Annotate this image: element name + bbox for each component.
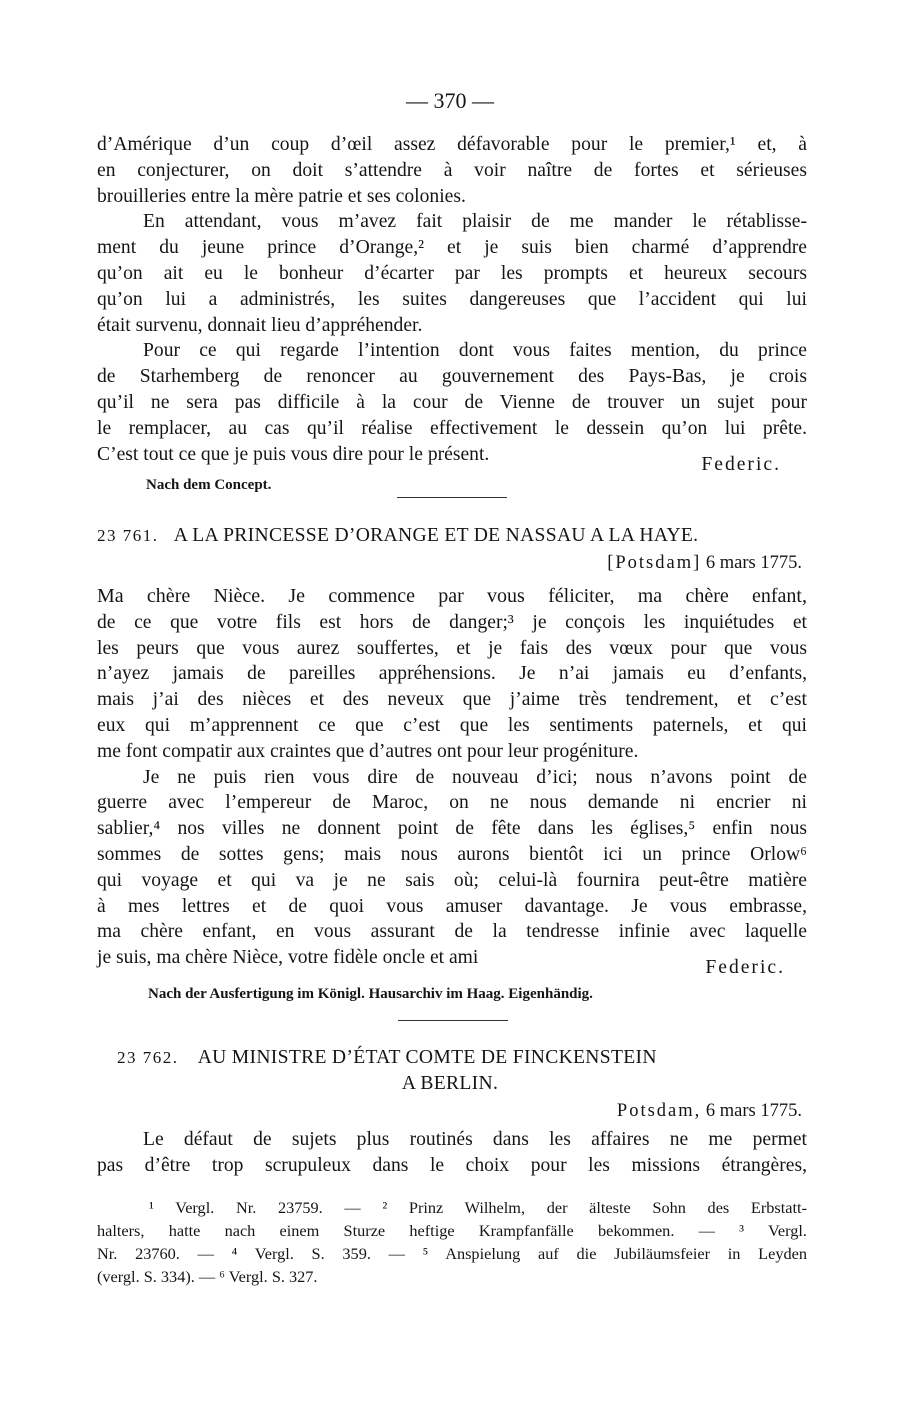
letter-title: AU MINISTRE D’ÉTAT COMTE DE FINCKENSTEIN [197, 1047, 657, 1068]
source-note: Nach dem Concept. [146, 477, 272, 493]
text-line: de ce que votre fils est hors de danger;³ je conçois les inquiétudes et [97, 611, 807, 633]
footnote-line: Nr. 23760. — ⁴ Vergl. S. 359. — ⁵ Anspielung auf die Jubiläumsfeier in Leyden [97, 1244, 807, 1263]
text-line: En attendant, vous m’avez fait plaisir de me mander le rétablisse- [143, 211, 807, 233]
section-divider [397, 497, 507, 498]
text-line: me font compatir aux craintes que d’autres ont pour leur progéniture. [97, 740, 639, 762]
text-line: Le défaut de sujets plus routinés dans les affaires ne me permet [143, 1129, 807, 1150]
letter-date: 6 mars 1775. [705, 553, 802, 573]
text-line: eux qui m’apprennent ce que c’est que les sentiments paternels, et qui [97, 714, 807, 736]
footnote-line: halters, hatte nach einem Sturze heftige Krampfanfälle bekommen. — ³ Vergl. [97, 1221, 807, 1240]
text-line: mais j’ai des nièces et des neveux que j’aime très tendrement, et c’est [97, 689, 807, 711]
footnote-line: ¹ Vergl. Nr. 23759. — ² Prinz Wilhelm, der älteste Sohn des Erbstatt- [149, 1198, 807, 1217]
text-line: à mes lettres et de quoi vous amuser davantage. Je vous embrasse, [97, 895, 807, 917]
text-line: Pour ce qui regarde l’intention dont vous faites mention, du prince [143, 340, 807, 362]
text-line: brouilleries entre la mère patrie et ses colonies. [97, 185, 466, 207]
text-line: d’Amérique d’un coup d’œil assez défavorable pour le premier,¹ et, à [97, 134, 807, 155]
letter-title: A LA PRINCESSE D’ORANGE ET DE NASSAU A LA HAYE. [173, 525, 699, 546]
letter-dateline [617, 1099, 802, 1123]
text-line: était survenu, donnait lieu d’appréhender. [97, 314, 423, 336]
text-line: qui voyage et qui va je ne sais où; celui-là fournira peut-être matière [97, 869, 807, 891]
signature: Federic. [705, 957, 785, 979]
previous-letter-body [97, 132, 807, 475]
text-line: ma chère enfant, en vous assurant de la tendresse infinie avec laquelle [97, 921, 807, 943]
letter-number: 23 761. [97, 526, 159, 545]
letter-body [97, 1127, 807, 1179]
text-line: en conjecturer, on doit s’attendre à voir naître de fortes et sérieuses [97, 159, 807, 181]
text-line: qu’on lui a administrés, les suites dangereuses que l’accident qui lui [97, 288, 807, 310]
letter-body [97, 584, 807, 979]
letter-place: Potsdam, [616, 1101, 702, 1121]
letter-heading [117, 1045, 657, 1071]
signature: Federic. [701, 453, 781, 475]
text-line: le remplacer, au cas qu’il réalise effectivement le dessein qu’on lui prête. [97, 417, 807, 439]
text-line: qu’il ne sera pas difficile à la cour de Vienne de trouver un sujet pour [97, 391, 807, 413]
text-line: qu’on ait eu le bonheur d’écarter par les prompts et heureux secours [97, 262, 807, 284]
text-line: de Starhemberg de renoncer au gouvernement des Pays-Bas, je crois [97, 366, 807, 388]
text-line [97, 442, 807, 475]
text-line: sommes de sottes gens; mais nous aurons bientôt ici un prince Orlow⁶ [97, 843, 807, 865]
text-line: les peurs que vous aurez souffertes, et je fais des vœux pour que vous [97, 637, 807, 659]
footnotes [97, 1196, 807, 1288]
source-note: Nach der Ausfertigung im Königl. Hausarchiv im Haag. Eigenhändig. [148, 986, 593, 1002]
page-number: — 370 — [406, 88, 494, 113]
closing-text: je suis, ma chère Nièce, votre fidèle oncle et ami [97, 947, 479, 969]
text-line: ment du jeune prince d’Orange,² et je suis bien charmé d’apprendre [97, 237, 807, 259]
text-line: n’ayez jamais de pareilles appréhensions. Je n’ai jamais eu d’enfants, [97, 663, 807, 685]
text-line: Je ne puis rien vous dire de nouveau d’ici; nous n’avons point de [143, 766, 807, 788]
text-line: Ma chère Nièce. Je commence par vous féliciter, ma chère enfant, [97, 585, 807, 607]
text-line: pas d’être trop scrupuleux dans le choix pour les missions étrangères, [97, 1154, 807, 1176]
letter-title-line2: A BERLIN. [401, 1073, 499, 1094]
letter-date: 6 mars 1775. [705, 1101, 802, 1121]
closing-text: C’est tout ce que je puis vous dire pour le présent. [97, 443, 490, 465]
letter-place: [Potsdam] [607, 553, 702, 573]
section-divider [398, 1020, 508, 1021]
text-line: guerre avec l’empereur de Maroc, on ne nous demande ni encrier ni [97, 792, 807, 814]
letter-number: 23 762. [117, 1048, 179, 1067]
text-line [97, 945, 807, 979]
letter-heading [97, 523, 698, 549]
letter-dateline [607, 551, 802, 575]
text-line: sablier,⁴ nos villes ne donnent point de fête dans les églises,⁵ enfin nous [97, 818, 807, 840]
footnote-line: (vergl. S. 334). — ⁶ Vergl. S. 327. [97, 1267, 318, 1286]
